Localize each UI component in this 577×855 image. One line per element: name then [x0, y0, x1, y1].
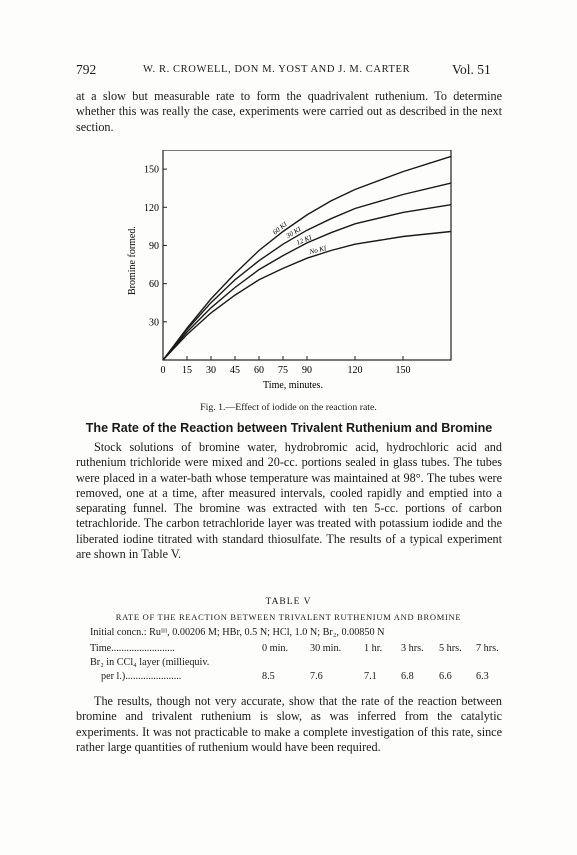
y-axis-label: Bromine formed.: [127, 226, 138, 295]
y-tick-label: 150: [144, 164, 159, 176]
series-label: 60 KI: [271, 220, 289, 237]
table-cell: 8.5: [262, 671, 275, 682]
figure-caption: Fig. 1.—Effect of iodide on the reaction rate.: [200, 402, 377, 413]
series-label: 12 KI: [295, 233, 313, 247]
x-axis-label: Time, minutes.: [263, 380, 323, 391]
table-cell: 6.8: [401, 671, 414, 682]
series-lines: [163, 156, 451, 360]
y-tick-label: 90: [149, 240, 159, 252]
x-tick-label: 0: [160, 365, 166, 376]
volume-label: Vol. 51: [452, 62, 491, 77]
x-tick-label: 120: [347, 365, 363, 376]
page-number: 792: [76, 62, 97, 77]
x-tick-label: 75: [278, 365, 288, 376]
table-cell: 5 hrs.: [439, 643, 462, 654]
running-header-authors: W. R. CROWELL, DON M. YOST AND J. M. CARTER: [143, 64, 411, 75]
series-label: No KI: [308, 244, 328, 257]
paragraph-methods: Stock solutions of bromine water, hydrobromic acid, hydrochloric acid and ruthenium trichloride were mixed and 20-cc. portions sealed in glass tubes. The tubes were placed in a water-bath whose temperature was maintained at 98°. The tubes were removed, one at a time, after measured intervals, cooled rapidly and emptied into a separating funnel. The bromine was extracted with ten 5-cc. portions of carbon tetrachloride. The carbon tetrachloride layer was treated with potassium iodide and the liberated iodine titrated with standard thiosulfate. The results of a typical experiment are shown in Table V.: [76, 440, 502, 562]
y-tick-label: 120: [144, 202, 159, 214]
table-cell: 3 hrs.: [401, 643, 424, 654]
table-cell: 7.1: [364, 671, 377, 682]
series-line-2: [163, 183, 451, 360]
table-cell: 7 hrs.: [476, 643, 499, 654]
x-tick-label: 30: [206, 365, 216, 376]
table-cell: 1 hr.: [364, 643, 383, 654]
paragraph-results: The results, though not very accurate, show that the rate of the reaction between bromine and trivalent ruthenium is slow, as was inferred from the catalytic experiments. It was not practicable to make a complete investigation of this rate, since rather large quantities of ruthenium would have been required.: [76, 694, 502, 754]
paragraph-intro: at a slow but measurable rate to form the quadrivalent ruthenium. To determine whether this was really the case, experiments were carried out as described in the next section.: [76, 89, 502, 134]
x-tick-label: 15: [182, 365, 192, 376]
figure-chart: [118, 150, 458, 402]
table-row-bromine-label: Br₂ in CCl₄ layer (milliequiv.: [90, 657, 210, 668]
y-tick-label: 60: [149, 279, 159, 291]
table-cell: 7.6: [310, 671, 323, 682]
table-caption: RATE OF THE REACTION BETWEEN TRIVALENT RUTHENIUM AND BROMINE: [115, 612, 462, 622]
plot-frame: [163, 150, 451, 360]
series-label: 30 KI: [284, 225, 303, 241]
table-title: TABLE V: [265, 597, 312, 607]
x-tick-label: 60: [254, 365, 264, 376]
table-cell: 30 min.: [310, 643, 342, 654]
x-tick-label: 45: [230, 365, 240, 376]
table-cell: 6.3: [476, 671, 489, 682]
table-row-bromine-label-cont: per l.)......................: [101, 671, 182, 682]
table-cell: 6.6: [439, 671, 452, 682]
table-row-time-label: Time.........................: [90, 643, 175, 654]
x-tick-label: 150: [395, 365, 411, 376]
x-tick-label: 90: [302, 365, 312, 376]
series-line-3: [163, 205, 451, 360]
table-cell: 0 min.: [262, 643, 289, 654]
section-heading: The Rate of the Reaction between Trivalent Ruthenium and Bromine: [85, 421, 493, 435]
table-initial-concentration: Initial concn.: Ruᴵᴵᴵ, 0.00206 M; HBr, 0.5 N; HCl, 1.0 N; Br₂, 0.00850 N: [90, 627, 385, 638]
series-line-4: [163, 232, 451, 361]
y-tick-label: 30: [149, 317, 159, 329]
x-axis-ticks: [161, 356, 411, 376]
